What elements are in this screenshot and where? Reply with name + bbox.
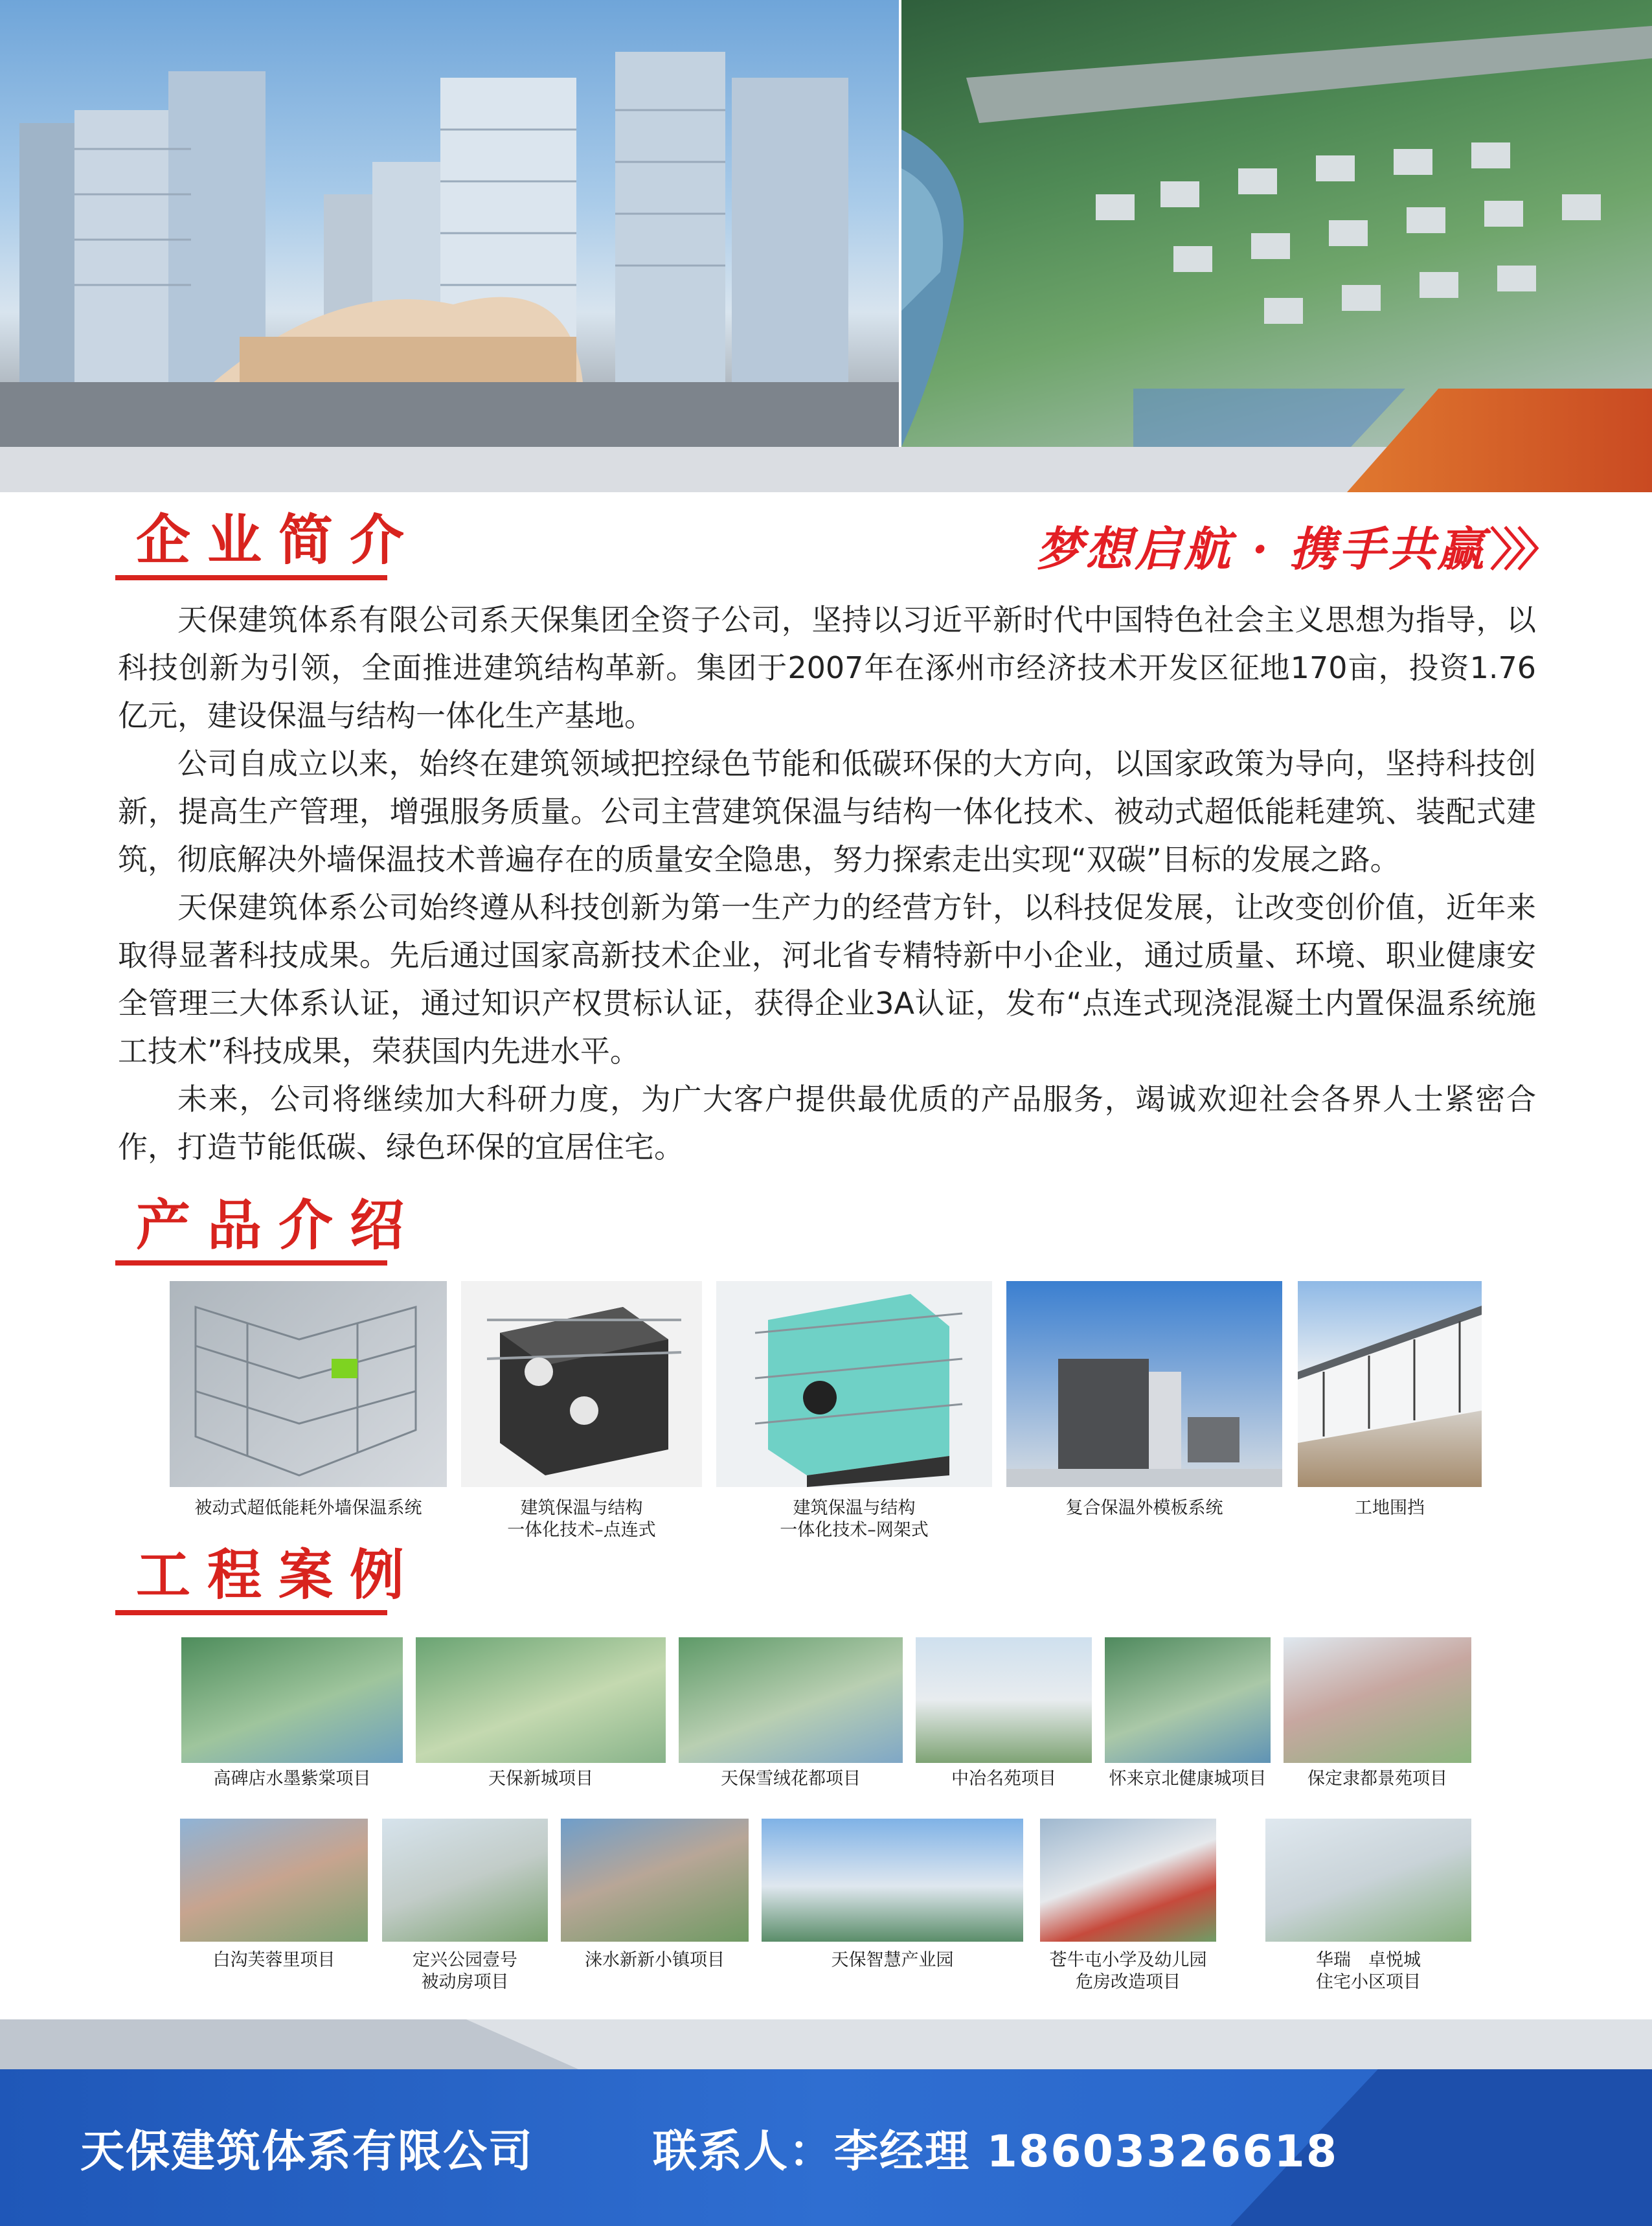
footer-company-name: 天保建筑体系有限公司 [80, 2126, 534, 2177]
hero-banner [0, 0, 1652, 492]
case-caption-r1-2: 天保新城项目 [488, 1769, 593, 1789]
cases-title-underline [115, 1610, 387, 1615]
case-caption-r1-5: 怀来京北健康城项目 [1109, 1769, 1267, 1789]
case-caption-r2-1: 白沟芙蓉里项目 [212, 1950, 335, 1970]
product-caption-3: 建筑保温与结构 一体化技术–网架式 [780, 1498, 929, 1540]
footer-contact: 联系人：李经理 18603326618 [653, 2126, 1339, 2177]
product-image-mesh-frame [716, 1281, 992, 1487]
intro-paragraph-1: 天保建筑体系有限公司系天保集团全资子公司，坚持以习近平新时代中国特色社会主义思想为指导，以科技创新为引领，全面推进建筑结构革新。集团于2007年在涿州市经济技术开发区征地170亩，投资1.76亿元，建设保温与结构一体化生产基地。 [118, 602, 1536, 733]
case-image-r2-5 [1040, 1819, 1216, 1942]
product-caption-2: 建筑保温与结构 一体化技术–点连式 [507, 1498, 656, 1540]
case-caption-r2-6: 华瑞 卓悦城 住宅小区项目 [1316, 1950, 1421, 1992]
case-image-r2-4 [762, 1819, 1023, 1942]
hero-photo-aerial [901, 0, 1652, 447]
product-image-passive-wall [170, 1281, 447, 1487]
products-section-title: 产品介绍 [136, 1193, 422, 1257]
intro-paragraph-3: 天保建筑体系公司始终遵从科技创新为第一生产力的经营方针，以科技促发展，让改变创价值，近年来取得显著科技成果。先后通过国家高新技术企业，河北省专精特新中小企业，通过质量、环境、职业健康安全管理三大体系认证，通过知识产权贯标认证，获得企业3A认证，发布“点连式现浇混凝土内置保温系统施工技术”科技成果，荣获国内先进水平。 [118, 890, 1536, 1069]
case-caption-r2-2: 定兴公园壹号 被动房项目 [413, 1950, 517, 1992]
case-image-r2-1 [180, 1819, 368, 1942]
products-title-underline [115, 1260, 387, 1266]
intro-paragraph-4: 未来，公司将继续加大科研力度，为广大客户提供最优质的产品服务，竭诚欢迎社会各界人士紧密合作，打造节能低碳、绿色环保的宜居住宅。 [118, 1082, 1536, 1164]
intro-title-underline [115, 575, 387, 580]
product-image-point-connect [461, 1281, 702, 1487]
intro-body [118, 596, 1536, 1171]
product-caption-4: 复合保温外模板系统 [1065, 1498, 1223, 1518]
intro-paragraph-2: 公司自成立以来，始终在建筑领域把控绿色节能和低碳环保的大方向，以国家政策为导向，坚持科技创新，提高生产管理，增强服务质量。公司主营建筑保温与结构一体化技术、被动式超低能耗建筑、装配式建筑，彻底解决外墙保温技术普遍存在的质量安全隐患，努力探索走出实现“双碳”目标的发展之路。 [118, 746, 1536, 877]
product-caption-1: 被动式超低能耗外墙保温系统 [194, 1498, 422, 1518]
case-caption-r2-3: 涞水新新小镇项目 [585, 1950, 725, 1970]
product-caption-5: 工地围挡 [1355, 1498, 1425, 1518]
case-caption-r2-4: 天保智慧产业园 [831, 1950, 954, 1970]
case-image-r1-2 [416, 1637, 666, 1763]
case-image-r1-6 [1284, 1637, 1471, 1763]
slogan-text: 梦想启航 · 携手共赢 [1036, 521, 1487, 576]
case-caption-r2-5: 苍牛屯小学及幼儿园 危房改造项目 [1049, 1950, 1207, 1992]
case-caption-r1-6: 保定隶都景苑项目 [1307, 1769, 1447, 1789]
case-caption-r1-3: 天保雪绒花都项目 [721, 1769, 861, 1789]
product-image-hoarding [1298, 1281, 1482, 1487]
case-image-r1-3 [679, 1637, 903, 1763]
tower-illustration [0, 0, 899, 447]
intro-section-title: 企业简介 [136, 508, 422, 572]
product-image-formwork [1006, 1281, 1282, 1487]
cases-section-title: 工程案例 [136, 1543, 422, 1607]
case-image-r1-1 [181, 1637, 403, 1763]
chevron-right-icon: 〉〉〉 [1489, 523, 1554, 576]
case-caption-r1-4: 中冶名苑项目 [951, 1769, 1056, 1789]
case-image-r1-5 [1105, 1637, 1271, 1763]
case-image-r2-3 [561, 1819, 749, 1942]
case-caption-r1-1: 高碑店水墨紫棠项目 [213, 1769, 371, 1789]
aerial-illustration [901, 0, 1652, 447]
slogan [1036, 512, 1553, 579]
case-image-r2-6 [1265, 1819, 1471, 1942]
case-image-r2-2 [382, 1819, 548, 1942]
hero-photo-towers [0, 0, 899, 447]
case-image-r1-4 [916, 1637, 1092, 1763]
